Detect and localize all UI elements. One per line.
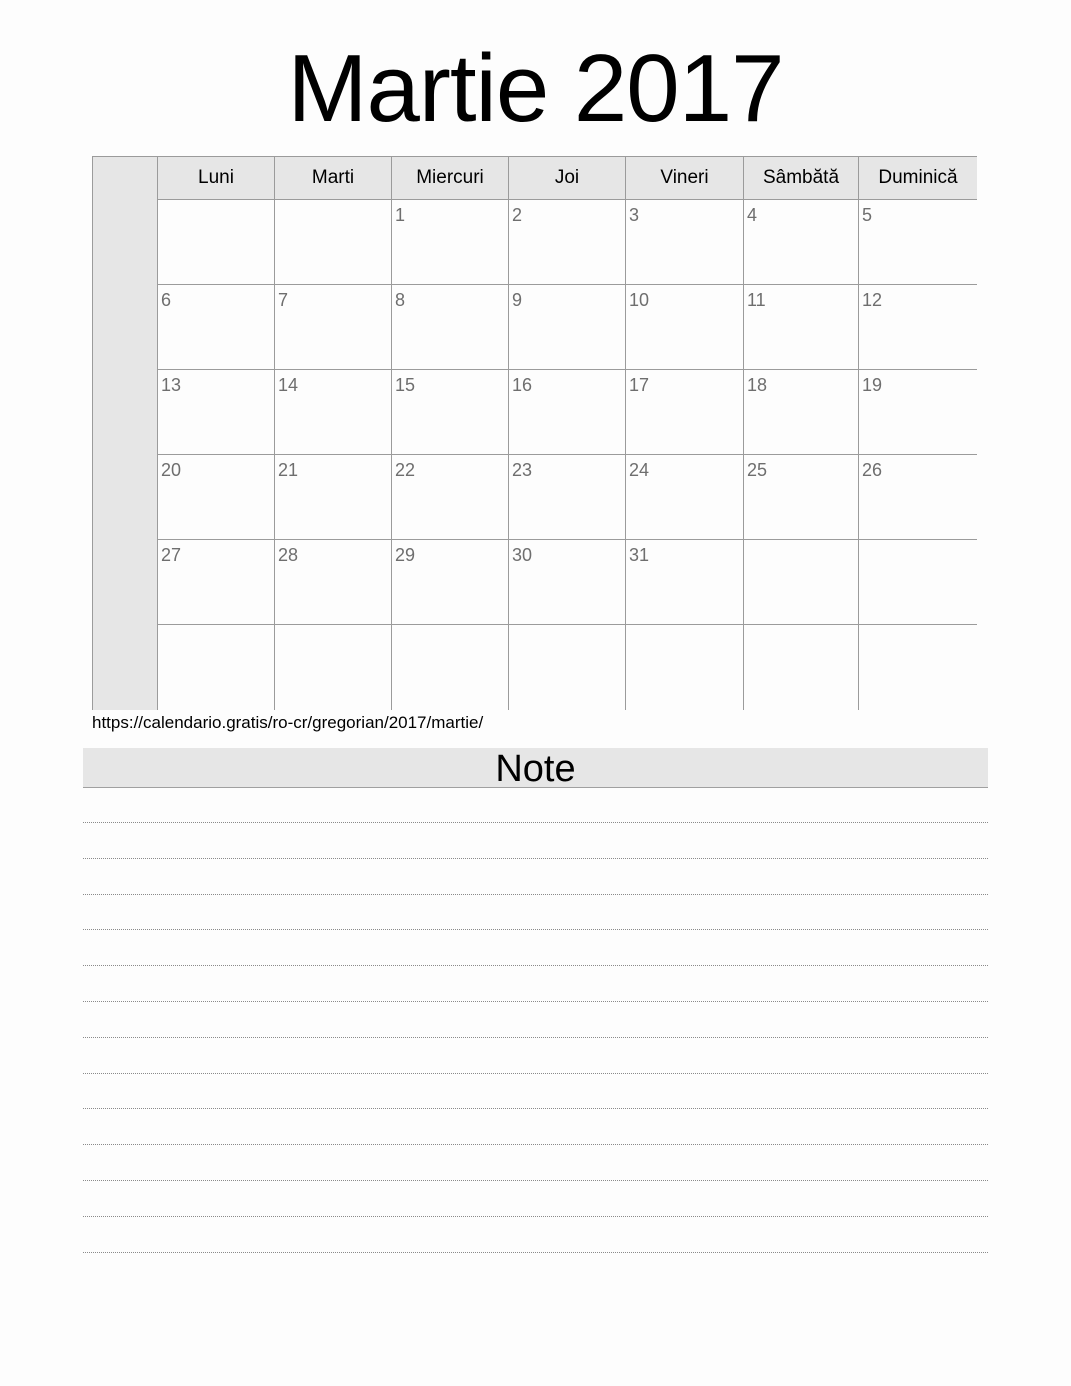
day-cell (392, 625, 509, 710)
week-number-column (93, 157, 158, 710)
day-cell (626, 540, 744, 625)
day-number: 6 (161, 290, 172, 310)
day-number: 2 (512, 205, 523, 225)
note-line (83, 1216, 988, 1217)
day-cell (392, 370, 509, 455)
day-number: 19 (862, 375, 883, 395)
day-number: 14 (278, 375, 299, 395)
day-number: 10 (629, 290, 650, 310)
note-line (83, 1001, 988, 1002)
note-line (83, 1252, 988, 1253)
day-number: 24 (629, 460, 650, 480)
note-line (83, 965, 988, 966)
day-number: 20 (161, 460, 182, 480)
day-cell (744, 285, 859, 370)
day-number: 12 (862, 290, 883, 310)
day-number: 30 (512, 545, 533, 565)
day-cell (158, 540, 275, 625)
notes-header: Note (83, 748, 988, 788)
note-line (83, 1108, 988, 1109)
day-cell (859, 625, 977, 710)
day-number: 21 (278, 460, 299, 480)
weekday-header: Luni (158, 157, 275, 200)
page-title: Martie 2017 (287, 35, 784, 142)
day-cell (859, 285, 977, 370)
day-cell (275, 285, 392, 370)
note-line (83, 1073, 988, 1074)
day-cell (275, 200, 392, 285)
month-calendar-grid (92, 156, 977, 710)
day-cell (275, 625, 392, 710)
day-cell (392, 455, 509, 540)
note-line (83, 894, 988, 895)
day-number: 29 (395, 545, 416, 565)
day-cell (744, 625, 859, 710)
day-number: 22 (395, 460, 416, 480)
note-line (83, 1037, 988, 1038)
day-number: 5 (862, 205, 873, 225)
note-line (83, 858, 988, 859)
day-cell (626, 285, 744, 370)
day-cell (859, 370, 977, 455)
day-cell (859, 200, 977, 285)
day-cell (859, 455, 977, 540)
weekday-header: Sâmbătă (744, 157, 859, 200)
day-cell (158, 200, 275, 285)
day-number: 8 (395, 290, 406, 310)
day-cell (275, 370, 392, 455)
day-cell (859, 540, 977, 625)
day-cell (509, 455, 626, 540)
day-cell (509, 625, 626, 710)
day-cell (158, 625, 275, 710)
day-cell (509, 285, 626, 370)
day-number: 31 (629, 545, 650, 565)
day-cell (626, 370, 744, 455)
day-number: 4 (747, 205, 758, 225)
day-cell (509, 200, 626, 285)
day-number: 9 (512, 290, 523, 310)
day-cell (275, 540, 392, 625)
day-number: 27 (161, 545, 182, 565)
day-number: 11 (747, 290, 766, 310)
day-cell (626, 455, 744, 540)
day-cell (744, 370, 859, 455)
day-cell (158, 370, 275, 455)
day-cell (509, 540, 626, 625)
day-number: 26 (862, 460, 883, 480)
day-number: 25 (747, 460, 768, 480)
note-line (83, 929, 988, 930)
day-cell (158, 285, 275, 370)
day-number: 3 (629, 205, 640, 225)
weekday-header: Marti (275, 157, 392, 200)
day-cell (509, 370, 626, 455)
weekday-header: Vineri (626, 157, 744, 200)
day-number: 23 (512, 460, 533, 480)
day-number: 15 (395, 375, 416, 395)
note-line (83, 1180, 988, 1181)
note-line (83, 822, 988, 823)
source-url-link[interactable]: https://calendario.gratis/ro-cr/gregorian/2017/martie/ (92, 713, 484, 732)
weekday-header: Duminică (859, 157, 977, 200)
day-cell (626, 200, 744, 285)
day-cell (392, 285, 509, 370)
day-cell (744, 455, 859, 540)
day-cell (744, 540, 859, 625)
day-cell (744, 200, 859, 285)
note-line (83, 1144, 988, 1145)
day-number: 1 (395, 205, 406, 225)
day-cell (275, 455, 392, 540)
day-cell (158, 455, 275, 540)
day-number: 18 (747, 375, 768, 395)
day-cell (626, 625, 744, 710)
day-cell (392, 540, 509, 625)
day-number: 13 (161, 375, 182, 395)
weekday-header: Miercuri (392, 157, 509, 200)
day-number: 17 (629, 375, 650, 395)
day-number: 7 (278, 290, 289, 310)
day-number: 16 (512, 375, 533, 395)
day-number: 28 (278, 545, 299, 565)
weekday-header: Joi (509, 157, 626, 200)
day-cell (392, 200, 509, 285)
